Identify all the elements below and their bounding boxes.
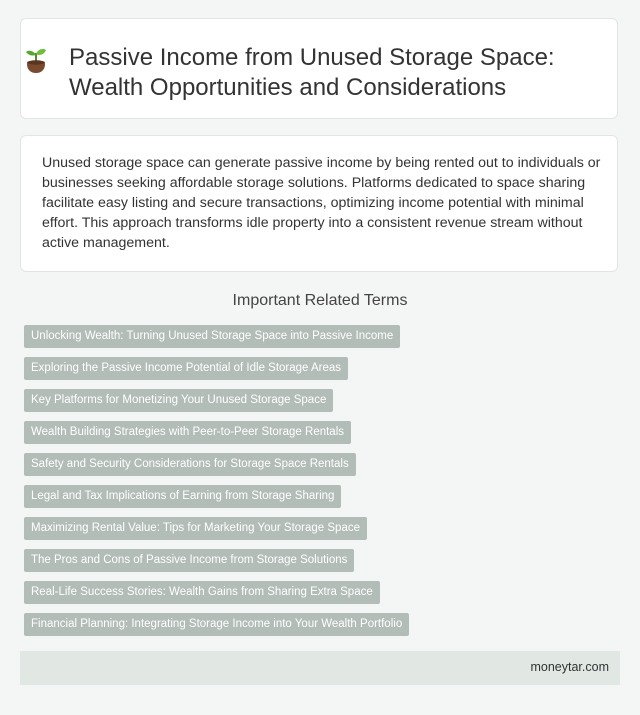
term-tag[interactable]: Legal and Tax Implications of Earning from Storage Sharing: [24, 485, 341, 508]
term-tag[interactable]: Wealth Building Strategies with Peer-to-Peer Storage Rentals: [24, 421, 351, 444]
related-terms-heading: Important Related Terms: [232, 292, 408, 309]
term-tag[interactable]: Maximizing Rental Value: Tips for Marketing Your Storage Space: [24, 517, 367, 540]
summary-text: Unused storage space can generate passive income by being rented out to individuals or businesses seeking affordable storage solutions. Platforms dedicated to space sharing facilitate easy listing and secure transactions, optimizing income potential with minimal effort. This approach transforms idle property into a consistent revenue stream without active management.: [42, 155, 601, 251]
term-tag[interactable]: Exploring the Passive Income Potential of Idle Storage Areas: [24, 357, 348, 380]
page-title: Passive Income from Unused Storage Space: Wealth Opportunities and Considerations: [69, 44, 555, 101]
summary-card: [20, 135, 618, 272]
sprout-icon: [21, 45, 51, 75]
term-tag[interactable]: Key Platforms for Monetizing Your Unused Storage Space: [24, 389, 333, 412]
term-tag[interactable]: Safety and Security Considerations for Storage Space Rentals: [24, 453, 356, 476]
related-terms-list: [24, 325, 409, 645]
term-tag[interactable]: Unlocking Wealth: Turning Unused Storage Space into Passive Income: [24, 325, 400, 348]
footer-site-link[interactable]: moneytar.com: [530, 660, 609, 674]
term-tag[interactable]: The Pros and Cons of Passive Income from Storage Solutions: [24, 549, 354, 572]
term-tag[interactable]: Financial Planning: Integrating Storage Income into Your Wealth Portfolio: [24, 613, 409, 636]
header-card: [20, 18, 618, 119]
footer: [20, 651, 620, 685]
term-tag[interactable]: Real-Life Success Stories: Wealth Gains from Sharing Extra Space: [24, 581, 380, 604]
